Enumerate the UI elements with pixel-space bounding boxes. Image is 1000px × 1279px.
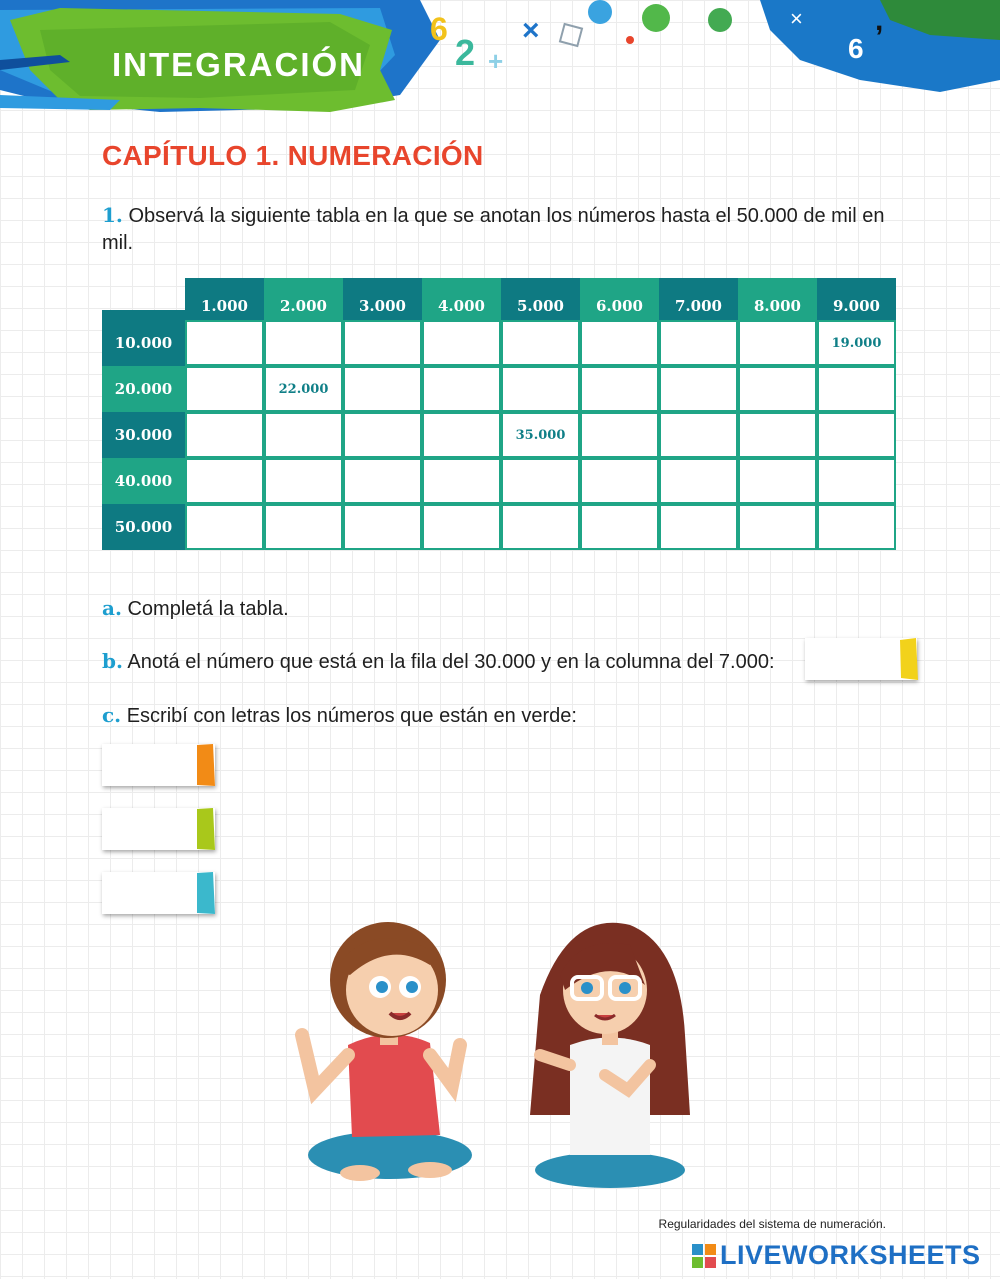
svg-text:×: ×	[522, 14, 540, 47]
item-b	[102, 649, 775, 674]
liveworksheets-logo[interactable]	[692, 1240, 981, 1271]
table-cell[interactable]	[738, 366, 817, 412]
svg-text:6: 6	[848, 33, 864, 64]
item-b-text: Anotá el número que está en la fila del 30.000 y en la columna del 7.000:	[127, 651, 775, 673]
yellow-tape-icon	[898, 638, 918, 680]
table-cell[interactable]	[501, 320, 580, 366]
item-c-text: Escribí con letras los números que están en verde:	[126, 705, 577, 727]
item-a-text: Completá la tabla.	[127, 598, 289, 620]
table-cell[interactable]	[580, 504, 659, 550]
item-b-letter: b.	[102, 649, 123, 673]
table-cell: 19.000	[817, 320, 896, 366]
table-cell[interactable]	[185, 504, 264, 550]
table-cell: 22.000	[264, 366, 343, 412]
question-number: 1.	[102, 203, 123, 227]
table-cell[interactable]	[738, 412, 817, 458]
row-header: 10.000	[102, 320, 185, 366]
row-header: 20.000	[102, 366, 185, 412]
table-cell[interactable]	[659, 458, 738, 504]
column-header: 2.000	[264, 278, 343, 320]
table-cell[interactable]	[659, 320, 738, 366]
item-c	[102, 703, 577, 728]
table-cell[interactable]	[422, 412, 501, 458]
table-cell[interactable]	[580, 458, 659, 504]
chapter-title: CAPÍTULO 1. NUMERACIÓN	[102, 140, 484, 171]
table-cell[interactable]	[659, 412, 738, 458]
table-cell[interactable]	[501, 366, 580, 412]
table-cell: 35.000	[501, 412, 580, 458]
table-cell[interactable]	[738, 504, 817, 550]
table-cell[interactable]	[501, 458, 580, 504]
svg-text:2: 2	[455, 32, 476, 73]
table-cell[interactable]	[185, 320, 264, 366]
item-c-letter: c.	[102, 703, 122, 727]
orange-tape-icon	[195, 744, 215, 786]
lime-tape-icon	[195, 808, 215, 850]
table-cell[interactable]	[185, 458, 264, 504]
table-cell[interactable]	[185, 412, 264, 458]
liveworksheets-logo-icon	[692, 1244, 716, 1268]
column-header: 1.000	[185, 278, 264, 320]
table-cell[interactable]	[659, 366, 738, 412]
table-cell[interactable]	[738, 458, 817, 504]
table-cell[interactable]	[343, 366, 422, 412]
table-cell[interactable]	[264, 458, 343, 504]
question-1	[102, 202, 902, 257]
table-cell[interactable]	[738, 320, 817, 366]
table-cell[interactable]	[817, 412, 896, 458]
table-cell[interactable]	[580, 366, 659, 412]
table-cell[interactable]	[343, 458, 422, 504]
footer-note: Regularidades del sistema de numeración.	[658, 1217, 886, 1231]
row-header: 50.000	[102, 504, 185, 550]
table-cell[interactable]	[343, 320, 422, 366]
cyan-tape-icon	[195, 872, 215, 914]
svg-text:+: +	[488, 46, 504, 76]
table-cell[interactable]	[185, 366, 264, 412]
logo-text: LIVEWORKSHEETS	[720, 1240, 981, 1270]
column-header: 8.000	[738, 278, 817, 320]
table-cell[interactable]	[659, 504, 738, 550]
girl-figure	[530, 923, 690, 1188]
row-header: 40.000	[102, 458, 185, 504]
table-cell[interactable]	[580, 320, 659, 366]
table-cell[interactable]	[422, 366, 501, 412]
boy-figure	[302, 922, 472, 1181]
item-a-letter: a.	[102, 596, 122, 620]
table-cell[interactable]	[580, 412, 659, 458]
svg-text:,: ,	[875, 4, 884, 37]
column-header: 5.000	[501, 278, 580, 320]
section-title: INTEGRACIÓN	[112, 46, 365, 83]
column-header: 4.000	[422, 278, 501, 320]
svg-text:×: ×	[790, 6, 803, 31]
svg-text:6: 6	[430, 11, 448, 47]
header-banner	[0, 0, 1000, 120]
table-cell[interactable]	[817, 504, 896, 550]
table-cell[interactable]	[264, 320, 343, 366]
table-cell[interactable]	[422, 504, 501, 550]
column-header: 7.000	[659, 278, 738, 320]
table-cell[interactable]	[264, 504, 343, 550]
children-illustration	[280, 915, 710, 1190]
column-header: 3.000	[343, 278, 422, 320]
table-cell[interactable]	[817, 458, 896, 504]
column-header: 6.000	[580, 278, 659, 320]
table-cell[interactable]	[422, 458, 501, 504]
table-cell[interactable]	[501, 504, 580, 550]
table-cell[interactable]	[343, 412, 422, 458]
table-corner	[102, 310, 185, 320]
row-header: 30.000	[102, 412, 185, 458]
table-cell[interactable]	[422, 320, 501, 366]
item-a	[102, 596, 289, 621]
table-cell[interactable]	[264, 412, 343, 458]
column-header: 9.000	[817, 278, 896, 320]
table-cell[interactable]	[343, 504, 422, 550]
table-cell[interactable]	[817, 366, 896, 412]
question-text: Observá la siguiente tabla en la que se anotan los números hasta el 50.000 de mil en mil.	[102, 205, 885, 254]
